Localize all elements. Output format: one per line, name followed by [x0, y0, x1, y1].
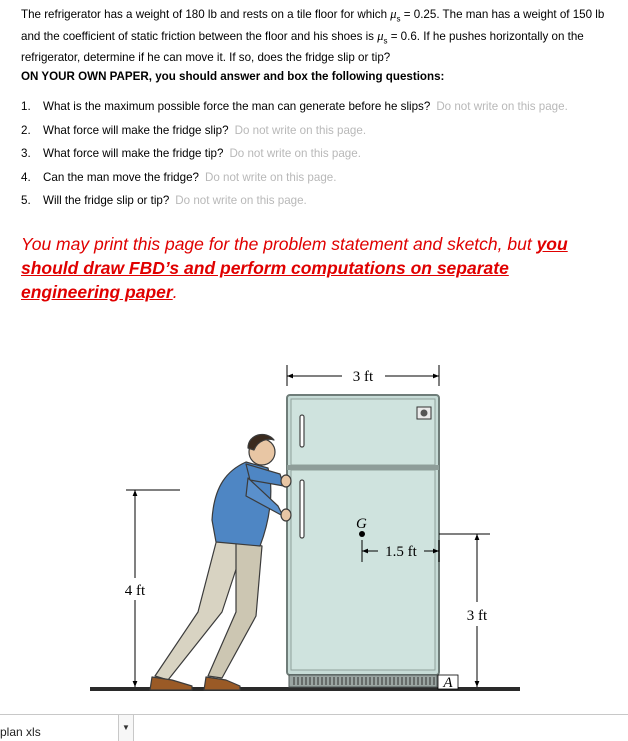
- question-item: [21, 194, 568, 218]
- question-number: 3.: [21, 147, 31, 160]
- question-text: What force will make the fridge tip?: [43, 147, 224, 160]
- g-offset-label: 1.5 ft: [385, 544, 417, 560]
- question-note: Do not write on this page.: [436, 100, 568, 113]
- sheet-tab[interactable]: plan xls: [0, 725, 41, 739]
- point-a-label: A: [443, 675, 453, 691]
- problem-figure: [0, 350, 628, 710]
- question-text: Can the man move the fridge?: [43, 170, 199, 184]
- question-note: Do not write on this page.: [229, 147, 361, 160]
- sheet-tab-bar: [0, 714, 628, 741]
- question-item: [21, 100, 568, 124]
- question-text: What force will make the fridge slip?: [43, 123, 229, 137]
- print-notice: [21, 232, 611, 304]
- print-notice-text: You may print this page for the problem statement and sketch, but: [21, 234, 537, 254]
- problem-text-1: The refrigerator has a weight of 180 lb and rests on a tile floor for which: [21, 8, 391, 21]
- print-notice-emphasis: you should draw FBD’s and perform computations on separate engineering paper: [21, 234, 568, 302]
- g-height-label: 3 ft: [466, 608, 488, 624]
- question-list: [21, 100, 568, 218]
- question-number: 4.: [21, 170, 31, 184]
- instructions-heading: ON YOUR OWN PAPER, you should answer and box the following questions:: [21, 70, 445, 83]
- question-item: [21, 124, 568, 148]
- question-note: Do not write on this page.: [204, 170, 337, 184]
- fridge-base-grille: [289, 675, 437, 687]
- refrigerator: [287, 395, 439, 687]
- question-number: 1.: [21, 100, 31, 113]
- mu-subscript: s: [383, 36, 388, 46]
- tab-dropdown-button[interactable]: [118, 715, 134, 741]
- center-of-gravity-label: G: [356, 516, 367, 532]
- question-item: [21, 147, 568, 171]
- problem-text-2: = 0.25. The man has a weight of 150 lb and the coefficient of static friction between the floor and his shoes is: [21, 8, 605, 43]
- question-note: Do not write on this page.: [175, 194, 307, 207]
- mu-symbol: μ: [377, 28, 384, 43]
- question-number: 5.: [21, 194, 31, 207]
- mu-subscript: s: [396, 14, 401, 24]
- question-item: [21, 171, 568, 195]
- mu-symbol: μ: [390, 7, 397, 21]
- question-note: Do not write on this page.: [234, 123, 367, 137]
- width-dimension-label: 3 ft: [352, 369, 374, 385]
- problem-statement: [21, 6, 611, 66]
- chevron-down-icon: ▼: [122, 723, 130, 732]
- man-figure: [150, 434, 291, 690]
- hand-height-label: 4 ft: [124, 583, 146, 599]
- question-number: 2.: [21, 123, 31, 137]
- question-text: What is the maximum possible force the man can generate before he slips?: [43, 100, 431, 113]
- print-notice-end: .: [172, 282, 178, 302]
- problem-text-3: = 0.6. If he pushes horizontally on the refrigerator, determine if he can move it. If so, does the fridge slip or tip?: [21, 29, 584, 64]
- question-text: Will the fridge slip or tip?: [43, 194, 170, 207]
